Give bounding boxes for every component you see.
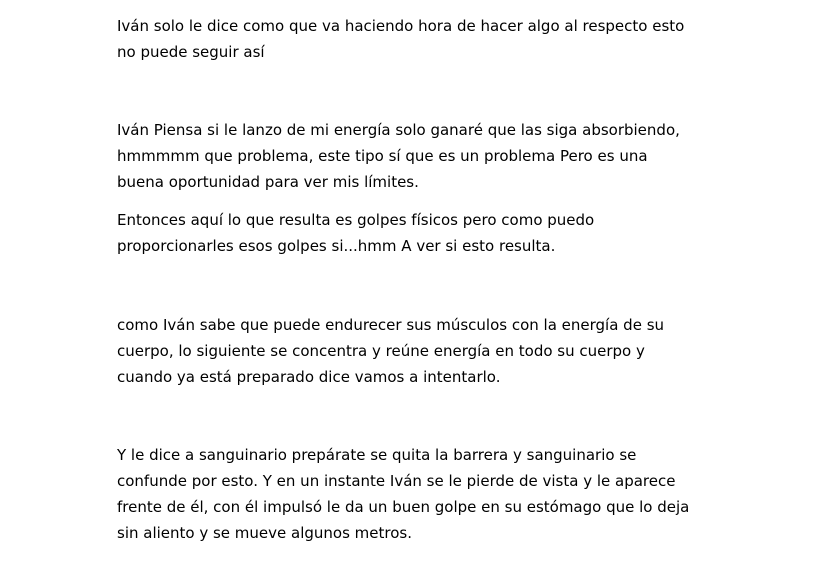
paragraph-4: [117, 312, 807, 390]
paragraph-line: como Iván sabe que puede endurecer sus músculos con la energía de su: [117, 316, 665, 334]
paragraph-line: cuando ya está preparado dice vamos a intentarlo.: [117, 368, 501, 386]
paragraph-line: proporcionarles esos golpes si...hmm A ver si esto resulta.: [117, 237, 556, 255]
paragraph-line: buena oportunidad para ver mis límites.: [117, 173, 419, 191]
paragraph-line: hmmmmm que problema, este tipo sí que es un problema Pero es una: [117, 147, 648, 165]
paragraph-line: Entonces aquí lo que resulta es golpes físicos pero como puedo: [117, 211, 595, 229]
paragraph-5: [117, 442, 807, 546]
paragraph-line: Y le dice a sanguinario prepárate se quita la barrera y sanguinario se: [117, 446, 637, 464]
paragraph-line: cuerpo, lo siguiente se concentra y reúne energía en todo su cuerpo y: [117, 342, 645, 360]
paragraph-3: [117, 207, 807, 259]
paragraph-line: Iván Piensa si le lanzo de mi energía solo ganaré que las siga absorbiendo,: [117, 121, 680, 139]
paragraph-2: [117, 117, 807, 195]
paragraph-line: Iván solo le dice como que va haciendo hora de hacer algo al respecto esto: [117, 17, 685, 35]
paragraph-1: [117, 13, 807, 65]
paragraph-line: frente de él, con él impulsó le da un buen golpe en su estómago que lo deja: [117, 498, 690, 516]
paragraph-line: no puede seguir así: [117, 43, 265, 61]
paragraph-line: confunde por esto. Y en un instante Iván se le pierde de vista y le aparece: [117, 472, 676, 490]
paragraph-line: sin aliento y se mueve algunos metros.: [117, 524, 412, 542]
